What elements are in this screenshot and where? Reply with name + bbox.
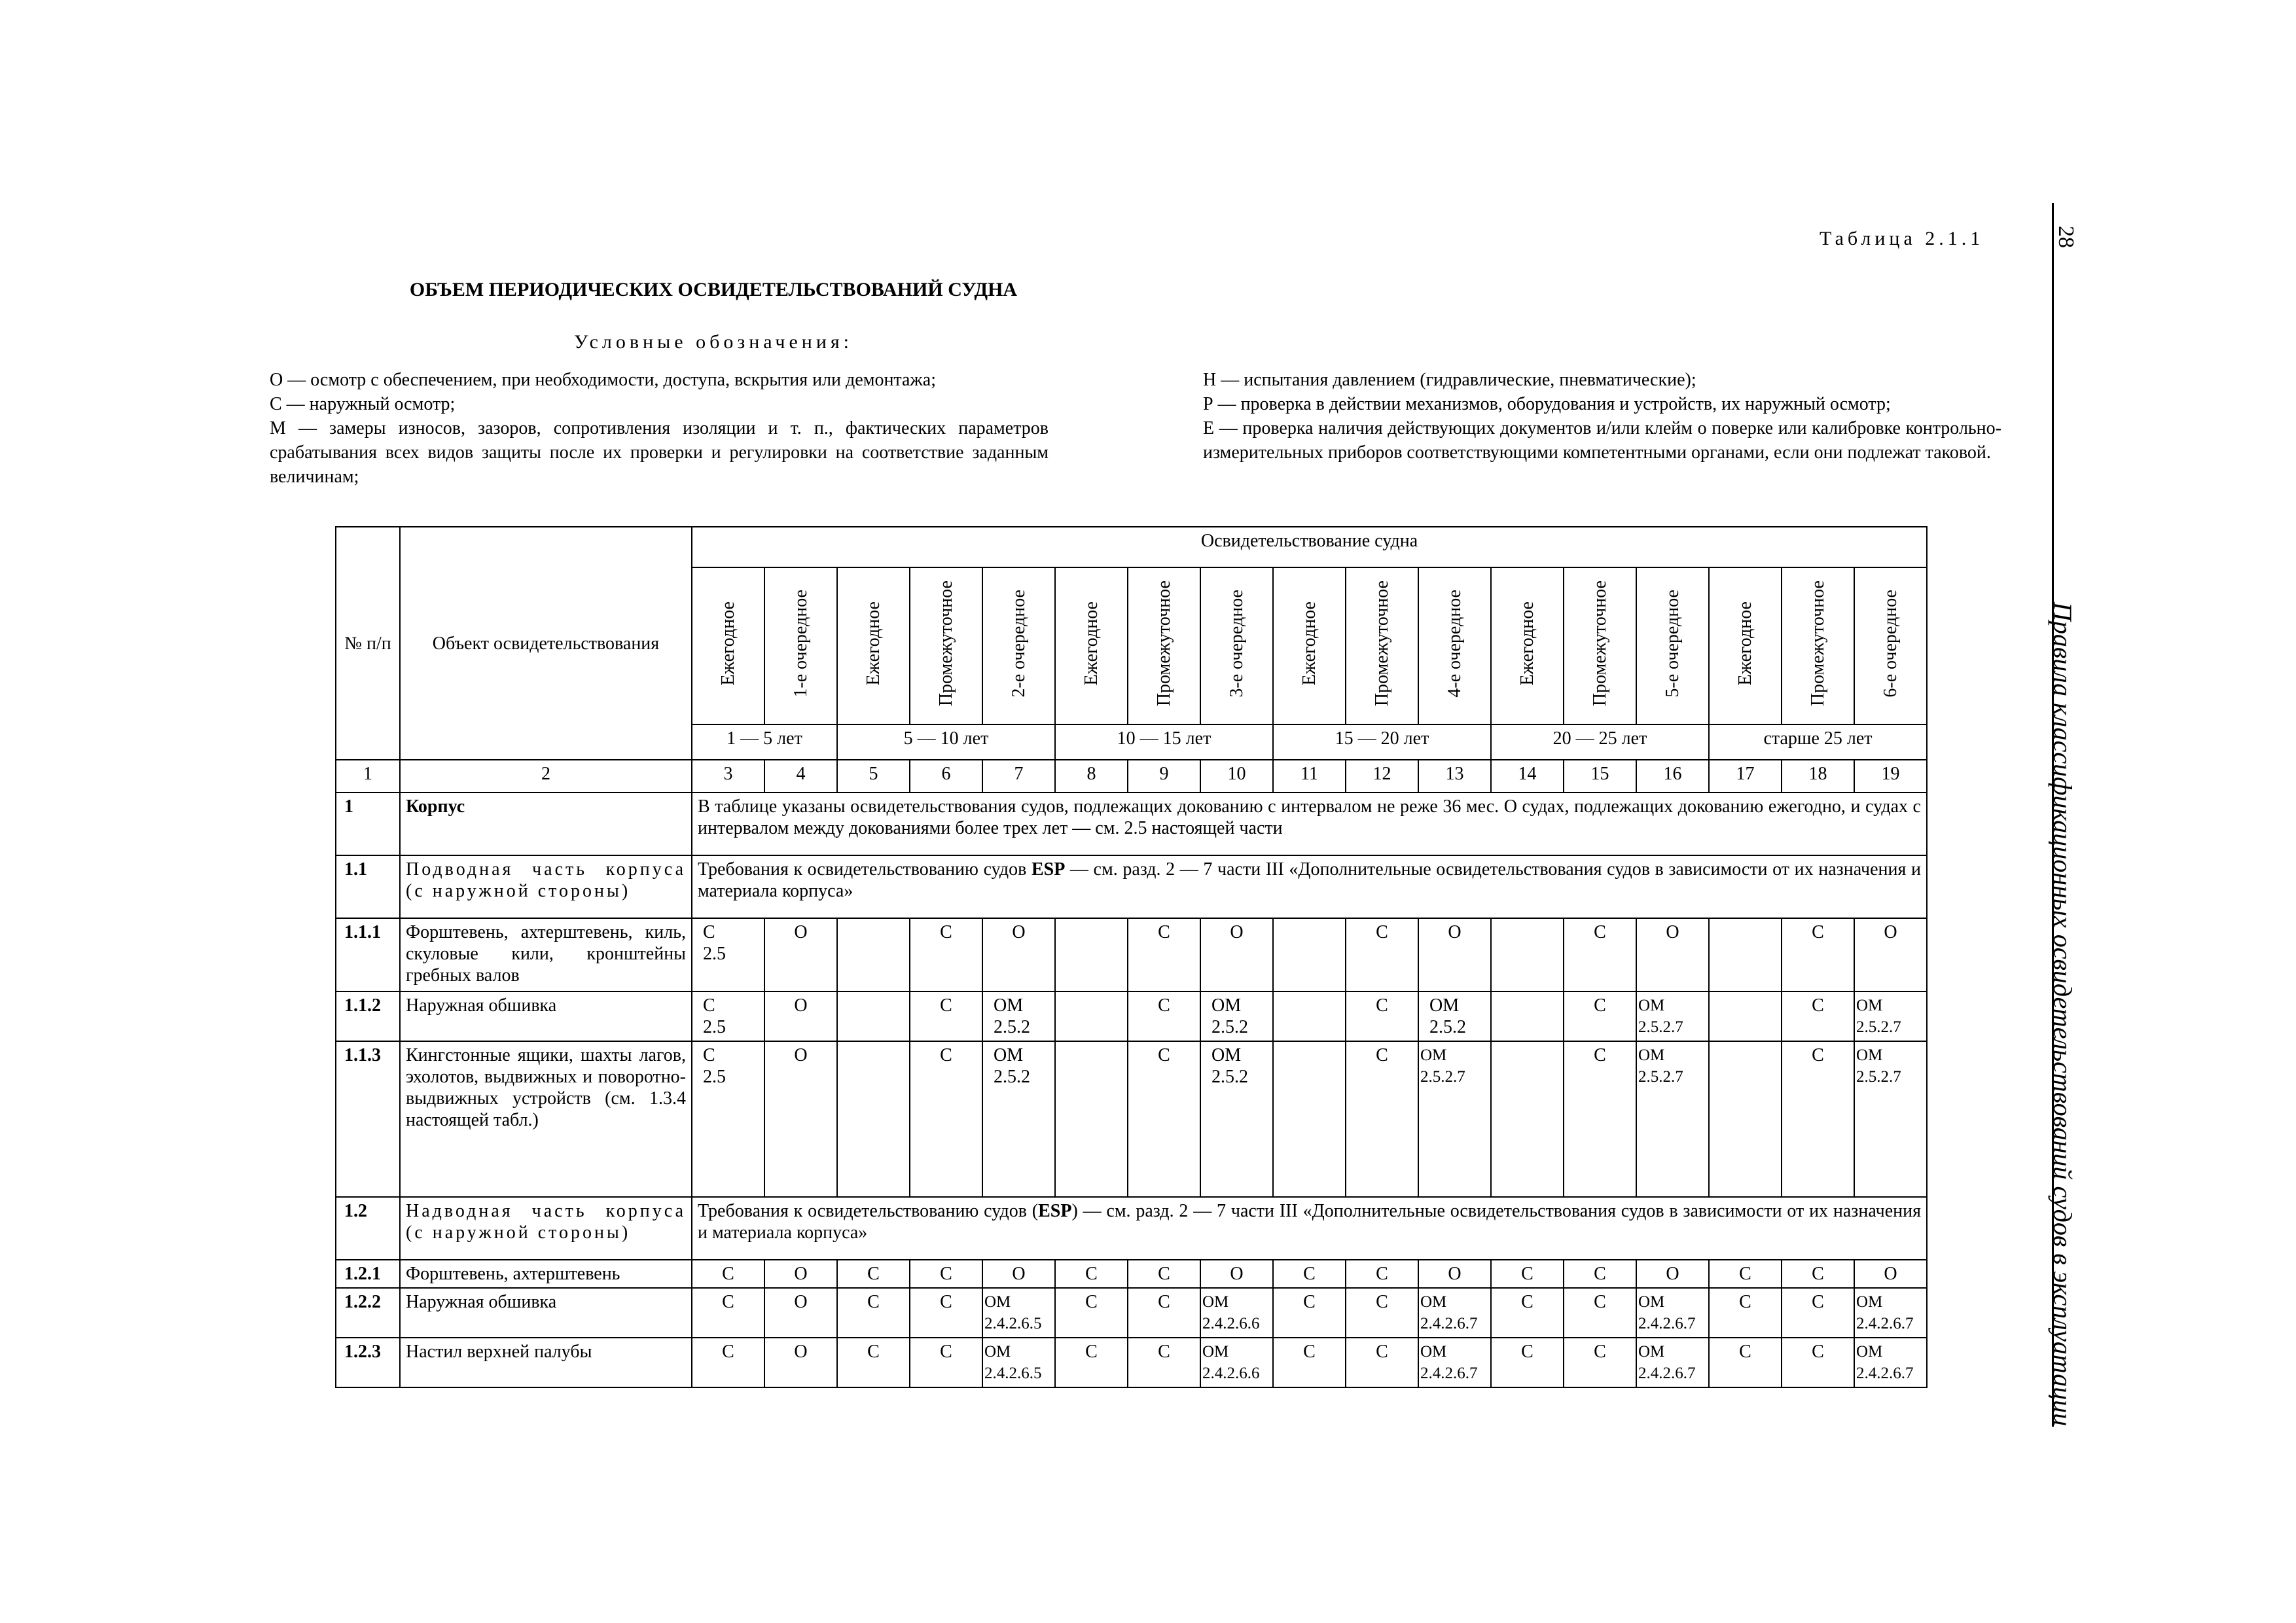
header-survey-type — [1782, 567, 1854, 724]
survey-cell: С — [837, 1338, 910, 1387]
survey-cell: ОМ 2.5.2 — [982, 1041, 1055, 1197]
column-number: 3 — [692, 760, 764, 793]
row-object: Форштевень, ахтерштевень, киль, скуловые кили, кронштейны гребных валов — [400, 918, 692, 991]
table-row — [336, 991, 1927, 1041]
survey-cell: С — [1782, 918, 1854, 991]
survey-cell: О — [982, 918, 1055, 991]
column-number: 12 — [1346, 760, 1418, 793]
table-row — [336, 1288, 1927, 1338]
survey-cell: С — [910, 1338, 982, 1387]
header-survey-type — [837, 567, 910, 724]
survey-type-label: 3-е очередное — [1227, 589, 1247, 698]
survey-cell: С — [837, 1288, 910, 1338]
header-age-group: 1 — 5 лет — [692, 724, 837, 760]
row-number: 1.2 — [336, 1197, 400, 1260]
survey-cell: ОМ 2.5.2.7 — [1636, 991, 1709, 1041]
header-survey-type — [1200, 567, 1273, 724]
survey-type-label: Ежегодное — [718, 601, 738, 686]
header-survey-type — [1564, 567, 1636, 724]
table-row — [336, 793, 1927, 855]
header-age-group: старше 25 лет — [1709, 724, 1927, 760]
table-row — [336, 918, 1927, 991]
column-number: 8 — [1055, 760, 1128, 793]
survey-cell: О — [1200, 918, 1273, 991]
table-row — [336, 1197, 1927, 1260]
survey-cell: ОМ 2.4.2.6.7 — [1854, 1338, 1927, 1387]
survey-cell: С — [837, 1260, 910, 1288]
survey-cell: С — [1709, 1288, 1782, 1338]
survey-type-label: Промежуточное — [1372, 580, 1392, 707]
survey-cell: О — [764, 918, 837, 991]
legend-item: М — замеры износов, зазоров, сопротивления изоляции и т. п., фактических параметров срабатывания всех видов защиты после их проверки и регулировки на соответствие заданным величинам; — [270, 418, 1049, 487]
survey-cell: ОМ 2.5.2.7 — [1854, 1041, 1927, 1197]
row-number: 1.1 — [336, 855, 400, 918]
header-object: Объект освидетельствования — [400, 527, 692, 760]
survey-type-label: 4-е очередное — [1444, 589, 1465, 698]
survey-cell: ОМ 2.5.2 — [1200, 1041, 1273, 1197]
survey-cell — [1709, 918, 1782, 991]
survey-cell: С — [1346, 1338, 1418, 1387]
survey-cell: ОМ 2.5.2.7 — [1418, 1041, 1491, 1197]
survey-cell — [1709, 991, 1782, 1041]
legend-item: Р — проверка в действии механизмов, оборудования и устройств, их наружный осмотр; — [1203, 394, 1891, 414]
survey-cell — [1273, 991, 1346, 1041]
survey-cell: С 2.5 — [692, 991, 764, 1041]
survey-cell: О — [764, 1041, 837, 1197]
header-survey-type — [1055, 567, 1128, 724]
column-number: 19 — [1854, 760, 1927, 793]
survey-cell: ОМ 2.4.2.6.7 — [1418, 1288, 1491, 1338]
header-age-group: 15 — 20 лет — [1273, 724, 1491, 760]
column-number: 9 — [1128, 760, 1200, 793]
survey-cell — [837, 1041, 910, 1197]
header-survey-type — [1418, 567, 1491, 724]
column-number: 18 — [1782, 760, 1854, 793]
legend-item: С — наружный осмотр; — [270, 394, 456, 414]
row-object: Настил верхней палубы — [400, 1338, 692, 1387]
table-row — [336, 1041, 1927, 1197]
survey-cell: С — [1782, 991, 1854, 1041]
survey-cell: С — [1709, 1260, 1782, 1288]
legend-heading: Условные обозначения: — [573, 331, 853, 353]
note-text: Требования к освидетельствованию судов — [698, 859, 1031, 880]
survey-cell: О — [1636, 1260, 1709, 1288]
note-text: ) — см. разд. 2 — 7 части III «Дополнительные освидетельствования судов в зависимости от их назначения и материала корпуса» — [698, 1201, 1921, 1243]
survey-cell: С — [1128, 918, 1200, 991]
survey-cell — [1055, 991, 1128, 1041]
row-object: Кингстонные ящики, шахты лагов, эхолотов, выдвижных и поворотно-выдвижных устройств (см. 1.3.4 настоящей табл.) — [400, 1041, 692, 1197]
survey-cell: С — [1128, 1338, 1200, 1387]
row-number: 1.1.3 — [336, 1041, 400, 1197]
column-number: 16 — [1636, 760, 1709, 793]
survey-cell: С — [1346, 1041, 1418, 1197]
survey-cell: ОМ 2.5.2.7 — [1854, 991, 1927, 1041]
survey-table — [335, 526, 1928, 1388]
header-age-group: 10 — 15 лет — [1055, 724, 1273, 760]
survey-cell: С — [910, 991, 982, 1041]
survey-cell: С — [1273, 1288, 1346, 1338]
legend-left — [270, 368, 1049, 489]
survey-cell: О — [982, 1260, 1055, 1288]
survey-cell: С 2.5 — [692, 1041, 764, 1197]
survey-cell: С — [1491, 1338, 1564, 1387]
header-survey-type — [1491, 567, 1564, 724]
header-survey-type — [764, 567, 837, 724]
header-age-group: 20 — 25 лет — [1491, 724, 1709, 760]
survey-cell — [1491, 991, 1564, 1041]
legend-item: Н — испытания давлением (гидравлические, пневматические); — [1203, 370, 1696, 390]
survey-cell: ОМ 2.4.2.6.7 — [1854, 1288, 1927, 1338]
column-number: 4 — [764, 760, 837, 793]
survey-cell: ОМ 2.5.2 — [982, 991, 1055, 1041]
survey-type-label: 2-е очередное — [1009, 589, 1029, 698]
table-row — [336, 855, 1927, 918]
survey-cell: С — [1709, 1338, 1782, 1387]
row-object: Наружная обшивка — [400, 991, 692, 1041]
column-number: 13 — [1418, 760, 1491, 793]
survey-cell: С — [1782, 1338, 1854, 1387]
header-survey-type — [1128, 567, 1200, 724]
survey-type-label: 5-е очередное — [1662, 589, 1683, 698]
column-number: 5 — [837, 760, 910, 793]
survey-cell: О — [1854, 1260, 1927, 1288]
header-survey-type — [1346, 567, 1418, 724]
survey-type-label: Ежегодное — [1735, 601, 1755, 686]
column-number: 17 — [1709, 760, 1782, 793]
survey-cell: С — [1782, 1041, 1854, 1197]
survey-type-label: Промежуточное — [936, 580, 956, 707]
page-title: ОБЪЕМ ПЕРИОДИЧЕСКИХ ОСВИДЕТЕЛЬСТВОВАНИЙ СУДНА — [409, 279, 1018, 300]
column-number: 14 — [1491, 760, 1564, 793]
survey-cell: О — [1854, 918, 1927, 991]
survey-type-label: Ежегодное — [1517, 601, 1537, 686]
column-number: 1 — [336, 760, 400, 793]
survey-cell: О — [764, 1288, 837, 1338]
survey-cell: С — [1055, 1338, 1128, 1387]
running-header: Правила классификационных освидетельствований судов в эксплуатации — [2048, 602, 2077, 1427]
note-esp: ESP — [1038, 1201, 1072, 1221]
header-survey-type — [910, 567, 982, 724]
column-number: 6 — [910, 760, 982, 793]
row-object: Наружная обшивка — [400, 1288, 692, 1338]
legend-item: О — осмотр с обеспечением, при необходимости, доступа, вскрытия или демонтажа; — [270, 370, 936, 390]
survey-cell — [1709, 1041, 1782, 1197]
column-number: 11 — [1273, 760, 1346, 793]
survey-cell — [837, 991, 910, 1041]
survey-cell — [1055, 1041, 1128, 1197]
survey-cell: С — [1128, 1041, 1200, 1197]
header-survey-type — [982, 567, 1055, 724]
survey-cell: ОМ 2.4.2.6.6 — [1200, 1338, 1273, 1387]
table-row — [336, 1338, 1927, 1387]
survey-cell: С — [1346, 991, 1418, 1041]
header-no: № п/п — [336, 527, 400, 760]
survey-cell — [1273, 918, 1346, 991]
row-number: 1.1.1 — [336, 918, 400, 991]
survey-cell: ОМ 2.5.2.7 — [1636, 1041, 1709, 1197]
survey-cell: ОМ 2.4.2.6.5 — [982, 1338, 1055, 1387]
survey-cell: С — [1564, 991, 1636, 1041]
survey-cell: С — [1782, 1260, 1854, 1288]
survey-cell: ОМ 2.4.2.6.5 — [982, 1288, 1055, 1338]
header-survey-type — [1709, 567, 1782, 724]
survey-cell: О — [764, 1338, 837, 1387]
row-note: В таблице указаны освидетельствования судов, подлежащих докованию с интервалом не реже 36 мес. О судах, подлежащих докованию ежегодно, и судах с интервалом между докованиями более трех лет — см. 2.5 настоящей части — [692, 793, 1927, 855]
note-text: Требования к освидетельствованию судов ( — [698, 1201, 1039, 1221]
column-number: 10 — [1200, 760, 1273, 793]
survey-type-label: Ежегодное — [1081, 601, 1102, 686]
survey-cell: ОМ 2.4.2.6.7 — [1636, 1338, 1709, 1387]
column-number: 7 — [982, 760, 1055, 793]
survey-cell: С — [910, 1041, 982, 1197]
survey-cell: С — [1055, 1288, 1128, 1338]
survey-type-label: Промежуточное — [1154, 580, 1174, 707]
row-number: 1.2.3 — [336, 1338, 400, 1387]
row-object: Форштевень, ахтерштевень — [400, 1260, 692, 1288]
survey-cell — [1491, 918, 1564, 991]
row-object: Подводная часть корпуса (с наружной стороны) — [400, 855, 692, 918]
survey-cell: С — [1055, 1260, 1128, 1288]
survey-cell: С — [1273, 1260, 1346, 1288]
survey-cell: С — [1128, 1288, 1200, 1338]
legend-item: Е — проверка наличия действующих документов и/или клейм о поверке или калибровке контрольно-измерительных приборов соответствующими компетентными органами, если они подлежат таковой. — [1203, 418, 2001, 463]
survey-cell: С — [1782, 1288, 1854, 1338]
header-survey-group: Освидетельствование судна — [692, 527, 1927, 567]
column-number: 2 — [400, 760, 692, 793]
survey-cell: ОМ 2.5.2 — [1200, 991, 1273, 1041]
survey-cell: С — [1564, 1338, 1636, 1387]
survey-cell: О — [1418, 1260, 1491, 1288]
survey-cell: С — [692, 1260, 764, 1288]
row-object: Надводная часть корпуса (с наружной стороны) — [400, 1197, 692, 1260]
survey-cell: С — [910, 1260, 982, 1288]
survey-type-label: 1-е очередное — [791, 589, 811, 698]
survey-cell: О — [1200, 1260, 1273, 1288]
survey-cell: ОМ 2.5.2 — [1418, 991, 1491, 1041]
survey-cell: С — [1128, 1260, 1200, 1288]
survey-cell: С — [910, 918, 982, 991]
survey-cell: ОМ 2.4.2.6.7 — [1636, 1288, 1709, 1338]
survey-cell: С 2.5 — [692, 918, 764, 991]
survey-cell: С — [1273, 1338, 1346, 1387]
survey-type-label: Промежуточное — [1590, 580, 1610, 707]
survey-type-label: Промежуточное — [1808, 580, 1828, 707]
survey-cell: ОМ 2.4.2.6.7 — [1418, 1338, 1491, 1387]
survey-cell: С — [692, 1338, 764, 1387]
survey-cell — [1273, 1041, 1346, 1197]
column-number: 15 — [1564, 760, 1636, 793]
row-number: 1 — [336, 793, 400, 855]
header-survey-type — [1273, 567, 1346, 724]
survey-cell: О — [764, 1260, 837, 1288]
header-survey-type — [1854, 567, 1927, 724]
note-esp: ESP — [1031, 859, 1066, 880]
survey-cell: С — [1564, 1041, 1636, 1197]
header-survey-type — [1636, 567, 1709, 724]
survey-type-label: Ежегодное — [1299, 601, 1319, 686]
survey-cell: С — [1564, 918, 1636, 991]
row-number: 1.1.2 — [336, 991, 400, 1041]
survey-type-label: Ежегодное — [863, 601, 884, 686]
note-text: — см. разд. 2 — 7 части III «Дополнительные освидетельствования судов в зависимости от их назначения и материала корпуса» — [698, 859, 1921, 901]
row-number: 1.2.1 — [336, 1260, 400, 1288]
survey-cell: С — [692, 1288, 764, 1338]
survey-cell — [837, 918, 910, 991]
header-survey-type — [692, 567, 764, 724]
survey-cell: С — [1491, 1288, 1564, 1338]
survey-cell: С — [1564, 1260, 1636, 1288]
survey-cell: ОМ 2.4.2.6.6 — [1200, 1288, 1273, 1338]
header-age-group: 5 — 10 лет — [837, 724, 1055, 760]
row-object: Корпус — [400, 793, 692, 855]
legend-right — [1203, 368, 2001, 465]
survey-cell: С — [1346, 918, 1418, 991]
row-note — [692, 1197, 1927, 1260]
row-number: 1.2.2 — [336, 1288, 400, 1338]
table-number: Таблица 2.1.1 — [1820, 228, 1984, 249]
survey-cell: С — [1564, 1288, 1636, 1338]
survey-type-label: 6-е очередное — [1880, 589, 1901, 698]
survey-cell — [1055, 918, 1128, 991]
survey-cell: С — [1346, 1260, 1418, 1288]
row-note — [692, 855, 1927, 918]
page-number: 28 — [2054, 226, 2078, 248]
survey-cell — [1491, 1041, 1564, 1197]
survey-cell: С — [1491, 1260, 1564, 1288]
survey-cell: О — [1636, 918, 1709, 991]
table-row — [336, 1260, 1927, 1288]
survey-cell: О — [764, 991, 837, 1041]
survey-cell: С — [910, 1288, 982, 1338]
survey-cell: С — [1128, 991, 1200, 1041]
survey-cell: О — [1418, 918, 1491, 991]
survey-cell: С — [1346, 1288, 1418, 1338]
